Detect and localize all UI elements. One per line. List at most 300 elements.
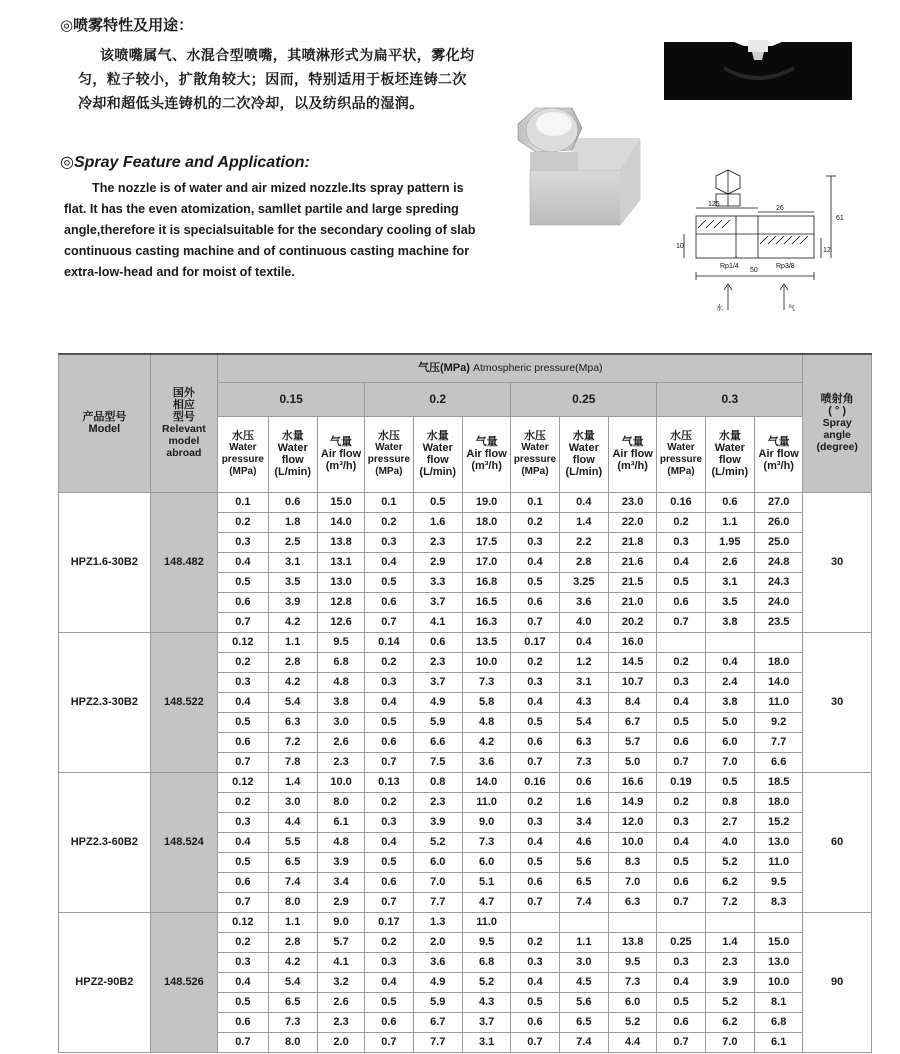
value-cell: 0.5	[705, 772, 754, 792]
value-cell: 0.6	[218, 872, 268, 892]
value-cell: 2.8	[268, 652, 317, 672]
value-cell: 2.3	[705, 952, 754, 972]
value-cell: 0.6	[413, 632, 462, 652]
water-pressure-header	[657, 416, 705, 492]
chinese-description: 该喷嘴属气、水混合型喷嘴，其喷淋形式为扁平状，雾化均匀，粒子较小，扩散角较大；因而，特别适用于板坯连铸二次冷却和超低头连铸机的二次冷却，以及纺织品的湿润。	[78, 48, 475, 112]
value-cell: 0.12	[218, 912, 268, 932]
value-cell: 0.12	[218, 772, 268, 792]
value-cell: 2.3	[317, 1012, 364, 1032]
value-cell: 11.0	[462, 792, 510, 812]
value-cell: 6.6	[413, 732, 462, 752]
value-cell: 6.6	[755, 752, 803, 772]
air-flow-header-zh: 气量	[767, 436, 790, 448]
value-cell: 6.8	[462, 952, 510, 972]
water-flow-header	[559, 416, 608, 492]
value-cell: 0.6	[268, 492, 317, 512]
value-cell: 0.6	[218, 592, 268, 612]
air-inlet-label: 气	[788, 305, 795, 312]
water-flow-header-zh: 水量	[426, 430, 449, 442]
value-cell: 13.8	[608, 932, 656, 952]
value-cell: 4.8	[462, 712, 510, 732]
value-cell: 4.9	[413, 972, 462, 992]
spray-angle-cell: 30	[803, 492, 872, 632]
value-cell: 0.4	[218, 552, 268, 572]
value-cell: 3.8	[317, 692, 364, 712]
value-cell: 0.5	[218, 572, 268, 592]
value-cell: 7.4	[559, 892, 608, 912]
header-angle-unit: ( ° )	[828, 405, 847, 418]
value-cell: 3.6	[559, 592, 608, 612]
value-cell: 16.0	[608, 632, 656, 652]
value-cell: 3.4	[559, 812, 608, 832]
value-cell: 25.0	[755, 532, 803, 552]
value-cell: 4.2	[268, 612, 317, 632]
english-description-text: The nozzle is of water and air mized nozzle.Its spray pattern is flat. It has the even atomization, samllet partile and large spreding angle,therefore it is specialsuitable for the secondary cooling of slab continuous casting machine and of continuous casting machine for extra-low-head and for moist of textile.	[64, 181, 476, 279]
value-cell: 6.7	[413, 1012, 462, 1032]
value-cell: 14.0	[755, 672, 803, 692]
value-cell: 2.3	[413, 792, 462, 812]
value-cell: 9.5	[755, 872, 803, 892]
value-cell: 0.6	[511, 1012, 559, 1032]
value-cell: 0.4	[511, 692, 559, 712]
value-cell: 6.3	[559, 732, 608, 752]
header-model-zh: 产品型号	[82, 411, 127, 424]
value-cell: 4.0	[705, 832, 754, 852]
value-cell: 10.0	[608, 832, 656, 852]
header-pressure-zh: 气压(MPa)	[417, 362, 470, 375]
value-cell: 0.4	[559, 632, 608, 652]
value-cell: 6.3	[608, 892, 656, 912]
air-flow-header	[755, 416, 803, 492]
value-cell: 14.0	[317, 512, 364, 532]
header-relevant-en: Relevant model abroad	[162, 423, 206, 460]
value-cell: 4.6	[559, 832, 608, 852]
value-cell: 0.4	[559, 492, 608, 512]
value-cell: 1.4	[559, 512, 608, 532]
value-cell: 8.0	[317, 792, 364, 812]
value-cell: 24.8	[755, 552, 803, 572]
value-cell: 0.1	[218, 492, 268, 512]
value-cell: 27.0	[755, 492, 803, 512]
value-cell: 0.2	[218, 652, 268, 672]
value-cell	[657, 632, 705, 652]
value-cell: 1.8	[268, 512, 317, 532]
value-cell: 7.0	[608, 872, 656, 892]
model-cell: HPZ2-90B2	[59, 912, 151, 1052]
value-cell: 6.5	[268, 852, 317, 872]
water-flow-header	[705, 416, 754, 492]
value-cell: 0.6	[365, 732, 413, 752]
value-cell: 8.3	[608, 852, 656, 872]
value-cell: 4.9	[413, 692, 462, 712]
dim-12-label: 12	[823, 247, 831, 254]
value-cell	[755, 632, 803, 652]
value-cell: 21.6	[608, 552, 656, 572]
value-cell: 5.2	[608, 1012, 656, 1032]
value-cell: 26.0	[755, 512, 803, 532]
value-cell: 0.3	[511, 952, 559, 972]
value-cell: 0.7	[657, 1032, 705, 1052]
air-flow-header	[608, 416, 656, 492]
value-cell: 3.8	[705, 692, 754, 712]
value-cell: 0.4	[218, 972, 268, 992]
value-cell: 18.0	[755, 792, 803, 812]
value-cell: 4.2	[268, 672, 317, 692]
value-cell: 0.4	[657, 692, 705, 712]
value-cell: 3.0	[317, 712, 364, 732]
value-cell: 0.7	[657, 752, 705, 772]
value-cell: 14.9	[608, 792, 656, 812]
air-flow-header	[462, 416, 510, 492]
dim-61-label: 61	[836, 215, 844, 222]
value-cell: 3.9	[268, 592, 317, 612]
value-cell: 0.8	[413, 772, 462, 792]
value-cell: 15.0	[317, 492, 364, 512]
value-cell: 9.0	[317, 912, 364, 932]
value-cell: 0.6	[218, 1012, 268, 1032]
value-cell: 0.7	[511, 1032, 559, 1052]
value-cell: 0.7	[365, 892, 413, 912]
value-cell: 14.0	[462, 772, 510, 792]
pressure-header: 0.3	[657, 382, 803, 416]
value-cell: 3.1	[462, 1032, 510, 1052]
value-cell: 0.2	[365, 932, 413, 952]
value-cell: 3.1	[268, 552, 317, 572]
value-cell: 0.3	[218, 812, 268, 832]
value-cell: 16.8	[462, 572, 510, 592]
value-cell: 10.0	[462, 652, 510, 672]
value-cell: 0.7	[511, 892, 559, 912]
value-cell: 0.16	[511, 772, 559, 792]
value-cell: 0.7	[365, 1032, 413, 1052]
value-cell: 0.5	[511, 852, 559, 872]
value-cell: 3.6	[462, 752, 510, 772]
value-cell: 0.4	[511, 552, 559, 572]
value-cell: 0.4	[365, 832, 413, 852]
value-cell: 0.2	[657, 652, 705, 672]
model-cell: HPZ2.3-60B2	[59, 772, 151, 912]
value-cell: 2.9	[413, 552, 462, 572]
value-cell: 4.2	[462, 732, 510, 752]
value-cell: 4.4	[608, 1032, 656, 1052]
value-cell: 1.3	[413, 912, 462, 932]
value-cell: 3.2	[317, 972, 364, 992]
value-cell: 0.5	[365, 712, 413, 732]
value-cell: 5.6	[559, 992, 608, 1012]
air-flow-header-en: Air flow (m³/h)	[612, 448, 653, 472]
value-cell: 1.6	[559, 792, 608, 812]
value-cell: 13.1	[317, 552, 364, 572]
value-cell: 0.17	[511, 632, 559, 652]
value-cell: 9.5	[608, 952, 656, 972]
relevant-model-cell: 148.524	[150, 772, 217, 912]
water-pressure-header-en: Water pressure (MPa)	[221, 442, 264, 477]
value-cell: 1.6	[413, 512, 462, 532]
value-cell: 0.3	[511, 812, 559, 832]
value-cell: 6.3	[268, 712, 317, 732]
value-cell: 12.0	[608, 812, 656, 832]
value-cell: 1.4	[268, 772, 317, 792]
value-cell: 13.0	[317, 572, 364, 592]
value-cell: 3.8	[705, 612, 754, 632]
header-angle-en: Spray angle (degree)	[816, 417, 858, 454]
water-pressure-header	[218, 416, 268, 492]
value-cell: 7.3	[559, 752, 608, 772]
value-cell: 2.6	[317, 992, 364, 1012]
value-cell: 4.0	[559, 612, 608, 632]
value-cell: 0.7	[511, 612, 559, 632]
value-cell: 2.9	[317, 892, 364, 912]
value-cell	[755, 912, 803, 932]
value-cell: 24.3	[755, 572, 803, 592]
value-cell: 0.3	[657, 532, 705, 552]
value-cell: 13.0	[755, 832, 803, 852]
water-flow-header	[413, 416, 462, 492]
value-cell: 17.5	[462, 532, 510, 552]
value-cell: 0.5	[365, 852, 413, 872]
value-cell: 0.6	[511, 872, 559, 892]
value-cell: 0.5	[657, 712, 705, 732]
value-cell: 4.8	[317, 832, 364, 852]
value-cell: 2.3	[317, 752, 364, 772]
value-cell: 0.3	[657, 812, 705, 832]
water-flow-header-zh: 水量	[281, 430, 304, 442]
value-cell: 11.0	[755, 852, 803, 872]
english-section-title: ◎Spray Feature and Application:	[60, 154, 310, 171]
value-cell: 5.2	[705, 992, 754, 1012]
value-cell: 0.3	[511, 672, 559, 692]
value-cell: 7.3	[608, 972, 656, 992]
value-cell: 0.7	[365, 752, 413, 772]
value-cell: 1.2	[559, 652, 608, 672]
value-cell: 0.5	[365, 992, 413, 1012]
value-cell: 0.2	[511, 512, 559, 532]
spray-pattern-image	[664, 26, 852, 100]
value-cell: 6.2	[705, 1012, 754, 1032]
value-cell: 6.1	[317, 812, 364, 832]
value-cell: 3.6	[413, 952, 462, 972]
value-cell: 0.3	[511, 532, 559, 552]
water-pressure-header-en: Water pressure (MPa)	[513, 442, 557, 477]
value-cell: 4.5	[559, 972, 608, 992]
value-cell: 2.7	[705, 812, 754, 832]
value-cell: 0.6	[705, 492, 754, 512]
value-cell: 2.3	[413, 652, 462, 672]
value-cell: 5.9	[413, 992, 462, 1012]
value-cell: 3.7	[413, 592, 462, 612]
value-cell: 3.9	[705, 972, 754, 992]
value-cell: 19.0	[462, 492, 510, 512]
water-pressure-header-en: Water pressure (MPa)	[659, 442, 703, 477]
air-flow-header-en: Air flow (m³/h)	[758, 448, 799, 472]
value-cell: 0.7	[657, 612, 705, 632]
value-cell: 4.7	[462, 892, 510, 912]
value-cell: 0.4	[365, 552, 413, 572]
value-cell: 3.0	[559, 952, 608, 972]
value-cell: 0.4	[657, 972, 705, 992]
value-cell: 0.6	[657, 1012, 705, 1032]
value-cell: 10.7	[608, 672, 656, 692]
spray-angle-cell: 60	[803, 772, 872, 912]
value-cell: 0.1	[365, 492, 413, 512]
value-cell: 1.1	[268, 912, 317, 932]
value-cell: 18.0	[462, 512, 510, 532]
table-row	[59, 632, 872, 652]
water-pressure-header	[511, 416, 559, 492]
value-cell: 21.0	[608, 592, 656, 612]
water-flow-header-en: Water flow (L/min)	[711, 442, 749, 478]
value-cell: 0.5	[218, 852, 268, 872]
value-cell	[608, 912, 656, 932]
value-cell: 0.6	[218, 732, 268, 752]
value-cell: 6.0	[413, 852, 462, 872]
value-cell: 7.3	[268, 1012, 317, 1032]
value-cell: 0.7	[365, 612, 413, 632]
value-cell: 0.7	[511, 752, 559, 772]
value-cell: 1.1	[705, 512, 754, 532]
value-cell: 0.6	[657, 732, 705, 752]
value-cell: 16.5	[462, 592, 510, 612]
value-cell: 0.4	[365, 692, 413, 712]
value-cell: 21.8	[608, 532, 656, 552]
value-cell: 0.2	[657, 792, 705, 812]
relevant-model-cell: 148.526	[150, 912, 217, 1052]
value-cell: 0.7	[218, 612, 268, 632]
water-pressure-header	[365, 416, 413, 492]
value-cell: 0.3	[657, 952, 705, 972]
model-cell: HPZ1.6-30B2	[59, 492, 151, 632]
value-cell: 13.5	[462, 632, 510, 652]
value-cell: 11.0	[462, 912, 510, 932]
water-flow-header	[268, 416, 317, 492]
value-cell: 0.3	[365, 672, 413, 692]
pressure-header: 0.2	[365, 382, 511, 416]
value-cell: 13.8	[317, 532, 364, 552]
value-cell: 0.7	[218, 892, 268, 912]
value-cell: 7.7	[413, 1032, 462, 1052]
value-cell: 8.0	[268, 1032, 317, 1052]
value-cell: 0.25	[657, 932, 705, 952]
value-cell: 7.0	[413, 872, 462, 892]
value-cell	[511, 912, 559, 932]
value-cell: 0.7	[657, 892, 705, 912]
value-cell: 5.4	[559, 712, 608, 732]
value-cell: 0.5	[511, 572, 559, 592]
nozzle-photo	[510, 100, 660, 230]
value-cell: 10.0	[755, 972, 803, 992]
value-cell: 5.4	[268, 972, 317, 992]
value-cell: 8.0	[268, 892, 317, 912]
value-cell: 5.7	[317, 932, 364, 952]
chinese-section-title: ◎喷雾特性及用途：	[60, 17, 194, 34]
spray-angle-cell: 90	[803, 912, 872, 1052]
header-relevant	[150, 354, 217, 492]
value-cell: 0.3	[218, 532, 268, 552]
value-cell: 3.7	[462, 1012, 510, 1032]
value-cell: 0.3	[657, 672, 705, 692]
dim-50-label: 50	[750, 267, 758, 274]
value-cell: 6.5	[559, 1012, 608, 1032]
water-pressure-header-zh: 水压	[523, 430, 546, 442]
header-angle-zh: 喷射角	[820, 393, 854, 406]
header-angle	[803, 354, 872, 492]
value-cell: 0.5	[365, 572, 413, 592]
value-cell: 9.2	[755, 712, 803, 732]
value-cell: 3.4	[317, 872, 364, 892]
value-cell: 0.5	[657, 992, 705, 1012]
relevant-model-cell: 148.522	[150, 632, 217, 772]
value-cell: 5.2	[705, 852, 754, 872]
value-cell: 4.1	[317, 952, 364, 972]
value-cell: 16.3	[462, 612, 510, 632]
value-cell: 0.3	[218, 952, 268, 972]
value-cell: 6.0	[705, 732, 754, 752]
value-cell: 3.7	[413, 672, 462, 692]
value-cell: 8.3	[755, 892, 803, 912]
value-cell: 22.0	[608, 512, 656, 532]
value-cell: 0.17	[365, 912, 413, 932]
value-cell: 6.2	[705, 872, 754, 892]
value-cell: 0.5	[511, 992, 559, 1012]
value-cell: 7.2	[268, 732, 317, 752]
value-cell: 4.4	[268, 812, 317, 832]
value-cell: 0.5	[218, 712, 268, 732]
value-cell: 0.2	[511, 792, 559, 812]
value-cell: 0.6	[365, 592, 413, 612]
value-cell: 5.7	[608, 732, 656, 752]
value-cell: 0.7	[218, 752, 268, 772]
value-cell: 0.5	[511, 712, 559, 732]
value-cell: 2.0	[317, 1032, 364, 1052]
value-cell: 0.2	[218, 932, 268, 952]
value-cell: 5.0	[705, 712, 754, 732]
value-cell: 18.5	[755, 772, 803, 792]
value-cell: 0.4	[218, 692, 268, 712]
water-flow-header-en: Water flow (L/min)	[565, 442, 603, 478]
thread-rp38-label: Rp3/8	[776, 263, 795, 270]
value-cell: 0.5	[413, 492, 462, 512]
value-cell: 12.8	[317, 592, 364, 612]
value-cell: 3.5	[268, 572, 317, 592]
thread-rp14-label: Rp1/4	[720, 263, 739, 270]
value-cell: 21.5	[608, 572, 656, 592]
air-flow-header-zh: 气量	[475, 436, 498, 448]
value-cell: 7.0	[705, 1032, 754, 1052]
value-cell: 5.5	[268, 832, 317, 852]
value-cell: 2.2	[559, 532, 608, 552]
value-cell: 6.8	[317, 652, 364, 672]
value-cell: 2.5	[268, 532, 317, 552]
value-cell: 0.4	[705, 652, 754, 672]
value-cell: 7.8	[268, 752, 317, 772]
value-cell: 0.2	[511, 932, 559, 952]
table-row	[59, 772, 872, 792]
value-cell: 3.1	[559, 672, 608, 692]
value-cell: 6.5	[559, 872, 608, 892]
value-cell: 20.2	[608, 612, 656, 632]
air-flow-header-zh: 气量	[621, 436, 644, 448]
header-model	[59, 354, 151, 492]
value-cell: 0.4	[365, 972, 413, 992]
value-cell: 0.3	[365, 952, 413, 972]
english-description	[64, 178, 484, 283]
air-flow-header-en: Air flow (m³/h)	[466, 448, 507, 472]
value-cell: 5.2	[462, 972, 510, 992]
value-cell: 0.3	[218, 672, 268, 692]
dimension-drawing	[676, 168, 852, 316]
value-cell: 0.2	[657, 512, 705, 532]
value-cell: 8.4	[608, 692, 656, 712]
